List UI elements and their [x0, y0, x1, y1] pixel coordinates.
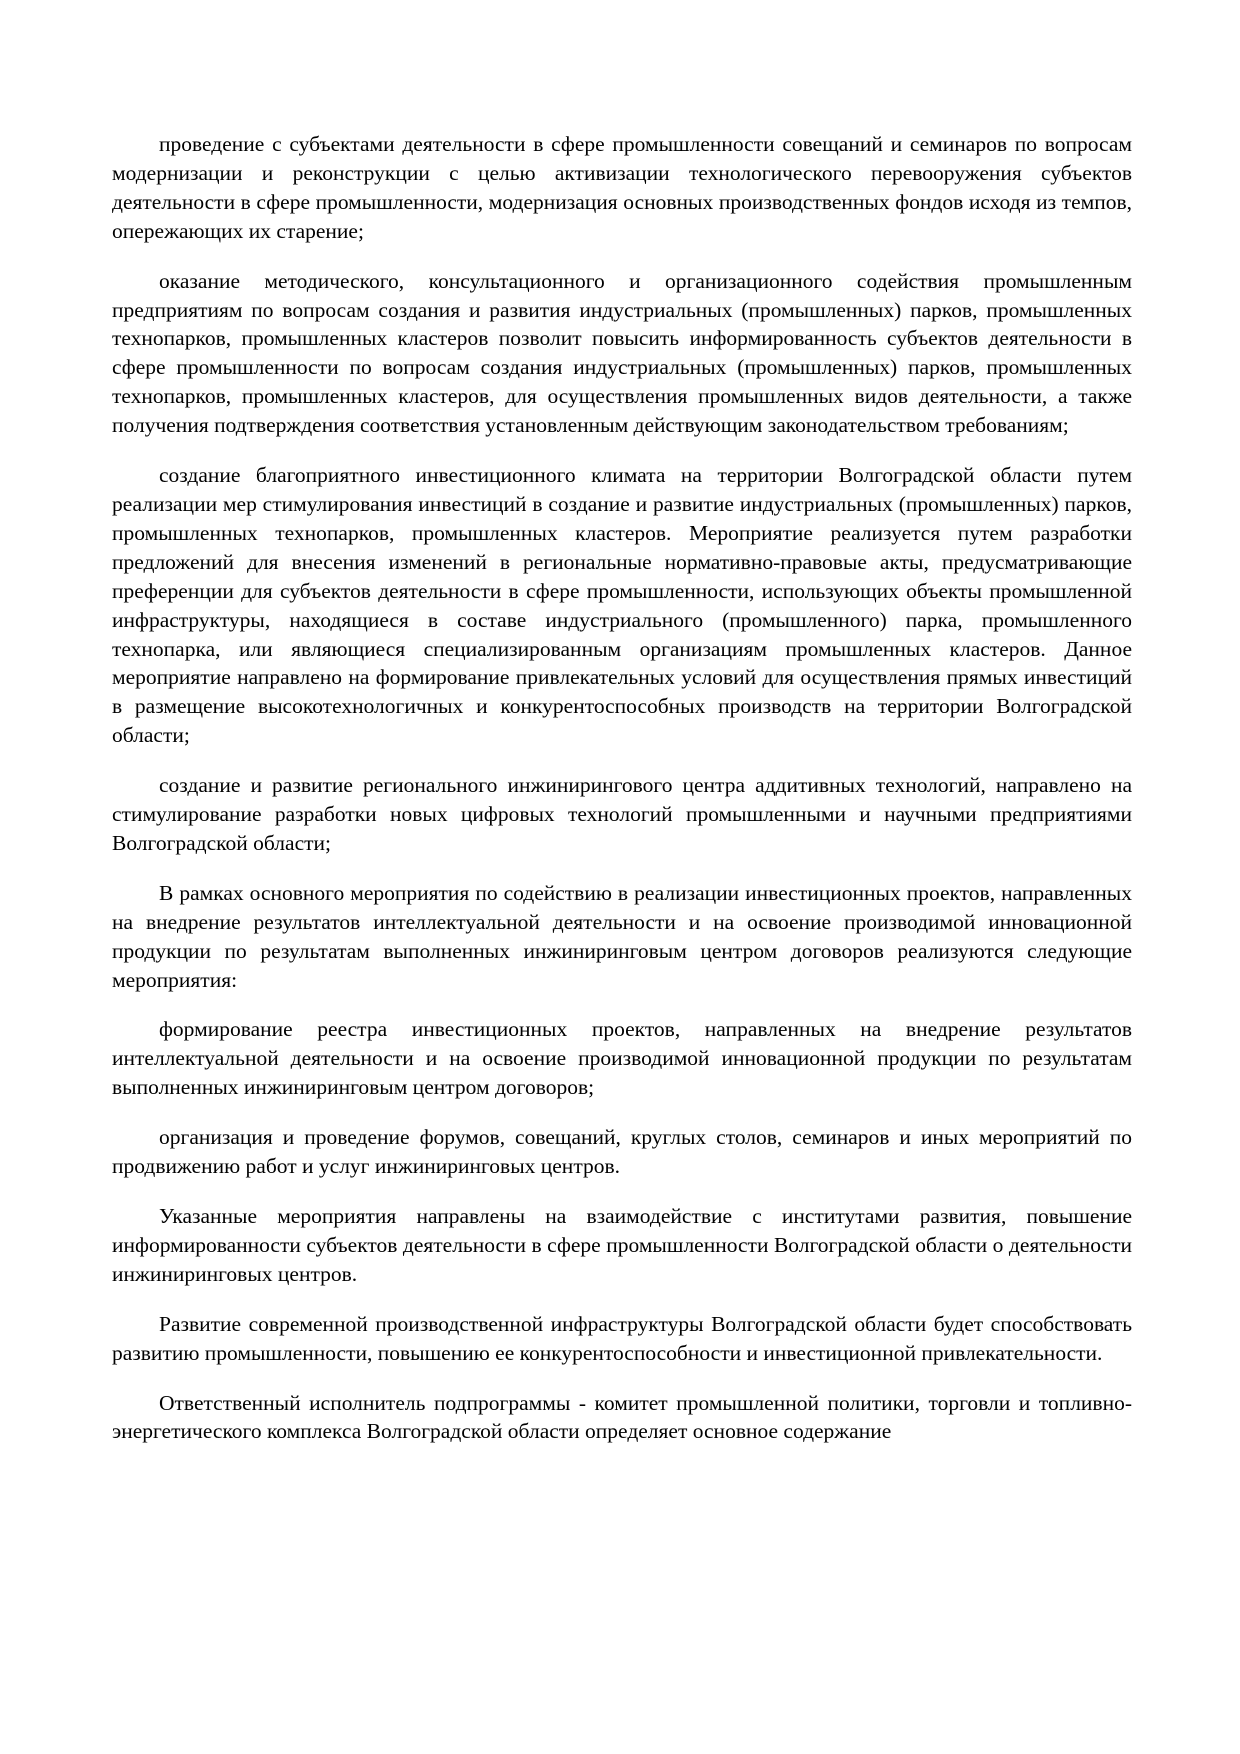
paragraph: В рамках основного мероприятия по содействию в реализации инвестиционных проектов, направленных на внедрение результатов интеллектуальной деятельности и на освоение производимой инновационной продукции по результатам выполненных инжиниринговым центром договоров реализуются следующие мероприятия: — [112, 880, 1132, 992]
paragraph: Развитие современной производственной инфраструктуры Волгоградской области будет способствовать развитию промышленности, повышению ее конкурентоспособности и инвестиционной привлекательности. — [112, 1311, 1132, 1365]
paragraph: Ответственный исполнитель подпрограммы - комитет промышленной политики, торговли и топливно-энергетического комплекса Волгоградской области определяет основное содержание — [112, 1390, 1132, 1444]
paragraph: Указанные мероприятия направлены на взаимодействие с институтами развития, повышение информированности субъектов деятельности в сфере промышленности Волгоградской области о деятельности инжиниринговых центров. — [112, 1204, 1132, 1286]
paragraph: проведение с субъектами деятельности в сфере промышленности совещаний и семинаров по вопросам модернизации и реконструкции с целью активизации технологического перевооружения субъектов деятельности в сфере промышленности, модернизация основных производственных фондов исходя из темпов, опережающих их старение; — [112, 132, 1132, 243]
paragraph: организация и проведение форумов, совещаний, круглых столов, семинаров и иных мероприятий по продвижению работ и услуг инжиниринговых центров. — [112, 1125, 1132, 1179]
paragraph: оказание методического, консультационного и организационного содействия промышленным предприятиям по вопросам создания и развития индустриальных (промышленных) парков, промышленных технопарков, промышленных кластеров позволит повысить информированность субъектов деятельности в сфере промышленности по вопросам создания индустриальных (промышленных) парков, промышленных технопарков, промышленных кластеров, для осуществления промышленных видов деятельности, а также получения подтверждения соответствия установленным действующим законодательством требованиям; — [112, 268, 1132, 438]
paragraph: формирование реестра инвестиционных проектов, направленных на внедрение результатов интеллектуальной деятельности и на освоение производимой инновационной продукции по результатам выполненных инжиниринговым центром договоров; — [112, 1017, 1132, 1100]
paragraph: создание и развитие регионального инжинирингового центра аддитивных технологий, направлено на стимулирование разработки новых цифровых технологий промышленными и научными предприятиями Волгоградской области; — [112, 773, 1132, 855]
document-body — [112, 130, 1132, 1446]
paragraph: создание благоприятного инвестиционного климата на территории Волгоградской области путем реализации мер стимулирования инвестиций в создание и развитие индустриальных (промышленных) парков, промышленных технопарков, промышленных кластеров. Мероприятие реализуется путем разработки предложений для внесения изменений в региональные нормативно-правовые акты, предусматривающие преференции для субъектов деятельности в сфере промышленности, использующих объекты промышленной инфраструктуры, находящиеся в составе индустриального (промышленного) парка, промышленного технопарка, или являющиеся специализированным организациям промышленных кластеров. Данное мероприятие направлено на формирование привлекательных условий для осуществления прямых инвестиций в размещение высокотехнологичных и конкурентоспособных производств на территории Волгоградской области; — [112, 463, 1132, 748]
